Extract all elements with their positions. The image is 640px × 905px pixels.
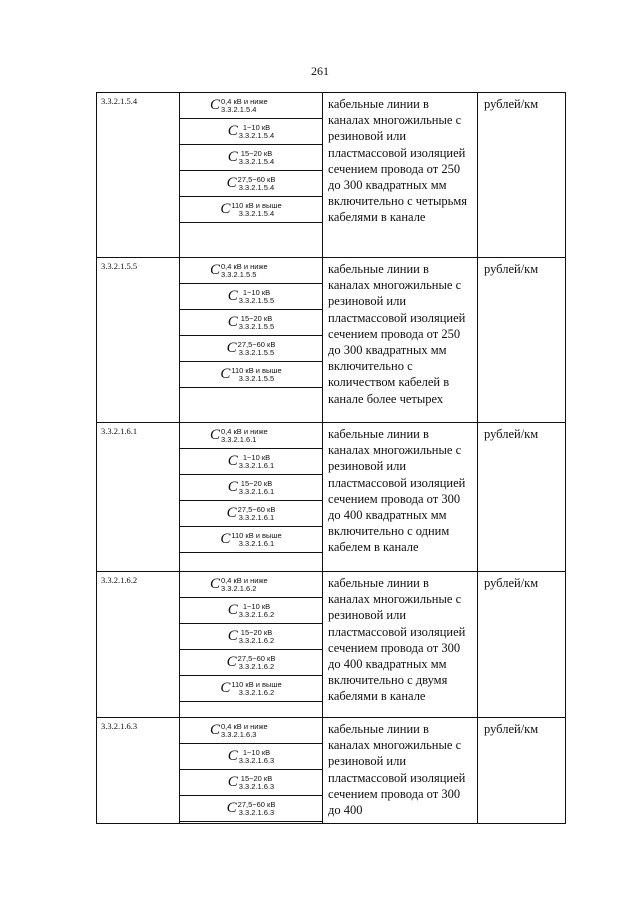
voltage-class-label: 1−10 кВ bbox=[242, 452, 271, 462]
rate-symbol-scripts bbox=[239, 749, 274, 765]
description-cell bbox=[323, 572, 478, 718]
rate-symbol-scripts bbox=[239, 454, 274, 470]
rate-formula bbox=[227, 176, 276, 192]
voltage-class-label: 1−10 кВ bbox=[242, 747, 271, 757]
voltage-class-label: 110 кВ и выше bbox=[231, 200, 282, 210]
table-row bbox=[97, 258, 566, 423]
rate-formula bbox=[228, 150, 274, 166]
rate-symbol-row bbox=[180, 197, 322, 223]
rate-symbol-scripts bbox=[239, 315, 274, 331]
rate-symbol-spacer bbox=[180, 223, 322, 257]
rate-symbol-stack bbox=[180, 572, 322, 717]
rate-symbol-stack bbox=[180, 718, 322, 823]
rate-symbol-stack bbox=[180, 258, 322, 422]
voltage-class-label: 27,5−60 кВ bbox=[237, 504, 276, 514]
rate-symbol-row bbox=[180, 284, 322, 310]
rate-symbol-scripts bbox=[239, 775, 274, 791]
table-row bbox=[97, 423, 566, 572]
rate-symbol-base: C bbox=[220, 201, 231, 217]
rate-symbol-scripts bbox=[238, 341, 276, 357]
rate-symbol-base: C bbox=[227, 149, 238, 165]
rate-symbol-row bbox=[180, 336, 322, 362]
rate-symbol-row bbox=[180, 796, 322, 822]
rate-formula bbox=[227, 506, 276, 522]
description-cell bbox=[323, 258, 478, 423]
symbol-index-label: 3.3.2.1.6.1 bbox=[238, 539, 275, 548]
rate-symbol-row bbox=[180, 171, 322, 197]
rate-symbol-scripts bbox=[231, 367, 281, 383]
symbol-index-label: 3.3.2.1.6.3 bbox=[221, 730, 257, 739]
item-code: 3.3.2.1.6.3 bbox=[97, 718, 180, 824]
table-row bbox=[97, 93, 566, 258]
rate-symbol-scripts bbox=[239, 150, 274, 166]
symbol-index-label: 3.3.2.1.5.4 bbox=[238, 131, 275, 140]
rate-symbol-base: C bbox=[227, 288, 238, 304]
rate-formula bbox=[228, 289, 274, 305]
rate-formula bbox=[228, 603, 274, 619]
symbol-index-label: 3.3.2.1.6.1 bbox=[238, 513, 275, 522]
rate-symbol-base: C bbox=[210, 576, 221, 592]
table-row bbox=[97, 718, 566, 824]
symbol-index-label: 3.3.2.1.5.4 bbox=[238, 183, 275, 192]
rate-symbol-spacer bbox=[180, 822, 322, 823]
description-text: кабельные линии в каналах многожильные с резиновой или пластмассовой изоляцией сечением провода от 250 до 300 квадратных мм включительно с четырьмя кабелями в канале bbox=[328, 97, 468, 225]
voltage-class-label: 15−20 кВ bbox=[240, 148, 273, 158]
rate-symbol-scripts bbox=[221, 577, 268, 593]
symbol-index-label: 3.3.2.1.5.5 bbox=[221, 270, 257, 279]
rate-symbol-row bbox=[180, 258, 322, 284]
rate-symbol-row bbox=[180, 624, 322, 650]
rate-symbol-row bbox=[180, 93, 322, 119]
rate-symbol-base: C bbox=[227, 123, 238, 139]
rate-symbol-row bbox=[180, 598, 322, 624]
voltage-class-label: 0,4 кВ и ниже bbox=[221, 426, 268, 436]
rate-formula bbox=[220, 681, 281, 697]
description-text: кабельные линии в каналах многожильные с резиновой или пластмассовой изоляцией сечением провода от 300 до 400 квадратных мм включительно с одним кабелем в канале bbox=[328, 427, 466, 555]
rate-symbol-row bbox=[180, 145, 322, 171]
rate-symbol-row bbox=[180, 310, 322, 336]
voltage-class-label: 0,4 кВ и ниже bbox=[221, 575, 268, 585]
rate-symbols-cell bbox=[180, 93, 323, 258]
rate-symbol-base: C bbox=[227, 602, 238, 618]
rate-formula bbox=[228, 480, 274, 496]
rate-symbol-scripts bbox=[239, 124, 274, 140]
rate-symbols-cell bbox=[180, 718, 323, 824]
rate-symbol-scripts bbox=[231, 681, 281, 697]
rate-symbol-scripts bbox=[238, 655, 276, 671]
table-row bbox=[97, 572, 566, 718]
rate-formula bbox=[220, 532, 281, 548]
symbol-index-label: 3.3.2.1.6.2 bbox=[238, 662, 275, 671]
rate-symbol-scripts bbox=[231, 202, 281, 218]
rate-symbol-row bbox=[180, 676, 322, 702]
voltage-class-label: 1−10 кВ bbox=[242, 287, 271, 297]
symbol-index-label: 3.3.2.1.6.3 bbox=[238, 808, 275, 817]
rate-symbol-base: C bbox=[226, 175, 237, 191]
rate-symbol-base: C bbox=[220, 680, 231, 696]
description-text: кабельные линии в каналах многожильные с резиновой или пластмассовой изоляцией сечением провода от 300 до 400 bbox=[328, 722, 466, 818]
symbol-index-label: 3.3.2.1.5.5 bbox=[238, 296, 275, 305]
rate-symbol-row bbox=[180, 527, 322, 553]
voltage-class-label: 0,4 кВ и ниже bbox=[221, 261, 268, 271]
rate-symbol-scripts bbox=[221, 428, 268, 444]
voltage-class-label: 15−20 кВ bbox=[240, 773, 273, 783]
symbol-index-label: 3.3.2.1.5.4 bbox=[238, 157, 275, 166]
description-cell bbox=[323, 718, 478, 824]
rate-formula bbox=[228, 749, 274, 765]
rate-symbol-scripts bbox=[239, 289, 274, 305]
rate-formula bbox=[227, 655, 276, 671]
rate-symbol-row bbox=[180, 650, 322, 676]
description-cell bbox=[323, 93, 478, 258]
rate-symbol-base: C bbox=[226, 800, 237, 816]
rate-symbol-base: C bbox=[210, 97, 221, 113]
unit-label: рублей/км bbox=[478, 258, 566, 423]
rate-symbol-base: C bbox=[227, 453, 238, 469]
voltage-class-label: 27,5−60 кВ bbox=[237, 653, 276, 663]
voltage-class-label: 110 кВ и выше bbox=[231, 530, 282, 540]
rate-symbol-spacer bbox=[180, 388, 322, 422]
unit-label: рублей/км bbox=[478, 572, 566, 718]
rate-symbol-row bbox=[180, 718, 322, 744]
rate-symbol-scripts bbox=[221, 263, 268, 279]
description-text: кабельные линии в каналах многожильные с резиновой или пластмассовой изоляцией сечением провода от 300 до 400 квадратных мм включительно с двумя кабелями в канале bbox=[328, 576, 466, 704]
voltage-class-label: 1−10 кВ bbox=[242, 601, 271, 611]
voltage-class-label: 15−20 кВ bbox=[240, 313, 273, 323]
rate-symbol-stack bbox=[180, 423, 322, 571]
rate-symbol-row bbox=[180, 572, 322, 598]
rate-symbols-cell bbox=[180, 423, 323, 572]
rate-symbol-row bbox=[180, 119, 322, 145]
unit-label: рублей/км bbox=[478, 93, 566, 258]
rate-formula bbox=[228, 454, 274, 470]
rate-formula bbox=[227, 341, 276, 357]
rate-symbol-stack bbox=[180, 93, 322, 257]
rate-symbol-row bbox=[180, 362, 322, 388]
rate-symbols-cell bbox=[180, 258, 323, 423]
rate-formula bbox=[210, 723, 268, 739]
rate-symbol-row bbox=[180, 770, 322, 796]
rate-formula bbox=[220, 367, 281, 383]
rate-symbol-base: C bbox=[210, 427, 221, 443]
symbol-index-label: 3.3.2.1.5.4 bbox=[238, 209, 275, 218]
symbol-index-label: 3.3.2.1.6.2 bbox=[221, 584, 257, 593]
description-cell bbox=[323, 423, 478, 572]
voltage-class-label: 1−10 кВ bbox=[242, 122, 271, 132]
unit-label: рублей/км bbox=[478, 423, 566, 572]
rate-formula bbox=[210, 577, 268, 593]
symbol-index-label: 3.3.2.1.6.1 bbox=[221, 435, 257, 444]
symbol-index-label: 3.3.2.1.6.2 bbox=[238, 688, 275, 697]
rate-formula bbox=[228, 629, 274, 645]
voltage-class-label: 0,4 кВ и ниже bbox=[221, 721, 268, 731]
rate-symbol-row bbox=[180, 501, 322, 527]
description-text: кабельные линии в каналах многожильные с резиновой или пластмассовой изоляцией сечением провода от 250 до 300 квадратных мм включительно с количеством кабелей в канале более четырех bbox=[328, 262, 466, 406]
item-code: 3.3.2.1.5.4 bbox=[97, 93, 180, 258]
rate-symbol-base: C bbox=[226, 654, 237, 670]
rate-formula bbox=[210, 263, 268, 279]
symbol-index-label: 3.3.2.1.6.3 bbox=[238, 782, 275, 791]
tariff-table bbox=[96, 92, 566, 824]
rate-symbol-base: C bbox=[227, 628, 238, 644]
rate-symbol-spacer bbox=[180, 702, 322, 717]
symbol-index-label: 3.3.2.1.5.5 bbox=[238, 348, 275, 357]
rate-symbol-scripts bbox=[221, 723, 268, 739]
voltage-class-label: 27,5−60 кВ bbox=[237, 799, 276, 809]
page-number: 261 bbox=[311, 64, 329, 78]
symbol-index-label: 3.3.2.1.6.1 bbox=[238, 461, 275, 470]
rate-symbol-base: C bbox=[227, 314, 238, 330]
symbol-index-label: 3.3.2.1.6.2 bbox=[238, 636, 275, 645]
voltage-class-label: 110 кВ и выше bbox=[231, 365, 282, 375]
rate-symbol-scripts bbox=[238, 801, 276, 817]
rate-formula bbox=[210, 98, 268, 114]
voltage-class-label: 27,5−60 кВ bbox=[237, 174, 276, 184]
voltage-class-label: 110 кВ и выше bbox=[231, 679, 282, 689]
rate-formula bbox=[220, 202, 281, 218]
symbol-index-label: 3.3.2.1.5.5 bbox=[238, 374, 275, 383]
item-code: 3.3.2.1.6.1 bbox=[97, 423, 180, 572]
rate-symbol-base: C bbox=[226, 505, 237, 521]
rate-symbol-base: C bbox=[220, 366, 231, 382]
symbol-index-label: 3.3.2.1.5.4 bbox=[221, 105, 257, 114]
rate-symbol-row bbox=[180, 449, 322, 475]
rate-symbol-scripts bbox=[231, 532, 281, 548]
rate-symbol-base: C bbox=[220, 531, 231, 547]
symbol-index-label: 3.3.2.1.5.5 bbox=[238, 322, 275, 331]
rate-symbol-row bbox=[180, 744, 322, 770]
rate-symbols-cell bbox=[180, 572, 323, 718]
voltage-class-label: 15−20 кВ bbox=[240, 627, 273, 637]
voltage-class-label: 27,5−60 кВ bbox=[237, 339, 276, 349]
rate-formula bbox=[228, 124, 274, 140]
unit-label: рублей/км bbox=[478, 718, 566, 824]
rate-formula bbox=[228, 775, 274, 791]
rate-formula bbox=[227, 801, 276, 817]
rate-symbol-base: C bbox=[227, 479, 238, 495]
rate-symbol-scripts bbox=[239, 629, 274, 645]
rate-symbol-spacer bbox=[180, 553, 322, 571]
table-body bbox=[97, 93, 566, 824]
rate-symbol-row bbox=[180, 423, 322, 449]
rate-symbol-scripts bbox=[238, 176, 276, 192]
item-code: 3.3.2.1.5.5 bbox=[97, 258, 180, 423]
rate-symbol-scripts bbox=[238, 506, 276, 522]
rate-formula bbox=[210, 428, 268, 444]
rate-symbol-scripts bbox=[239, 480, 274, 496]
rate-symbol-row bbox=[180, 475, 322, 501]
rate-formula bbox=[228, 315, 274, 331]
item-code: 3.3.2.1.6.2 bbox=[97, 572, 180, 718]
symbol-index-label: 3.3.2.1.6.3 bbox=[238, 756, 275, 765]
symbol-index-label: 3.3.2.1.6.2 bbox=[238, 610, 275, 619]
rate-symbol-scripts bbox=[239, 603, 274, 619]
voltage-class-label: 0,4 кВ и ниже bbox=[221, 96, 268, 106]
rate-symbol-base: C bbox=[226, 340, 237, 356]
symbol-index-label: 3.3.2.1.6.1 bbox=[238, 487, 275, 496]
rate-symbol-scripts bbox=[221, 98, 268, 114]
rate-symbol-base: C bbox=[227, 748, 238, 764]
voltage-class-label: 15−20 кВ bbox=[240, 478, 273, 488]
rate-symbol-base: C bbox=[210, 262, 221, 278]
rate-symbol-base: C bbox=[227, 774, 238, 790]
rate-symbol-base: C bbox=[210, 722, 221, 738]
